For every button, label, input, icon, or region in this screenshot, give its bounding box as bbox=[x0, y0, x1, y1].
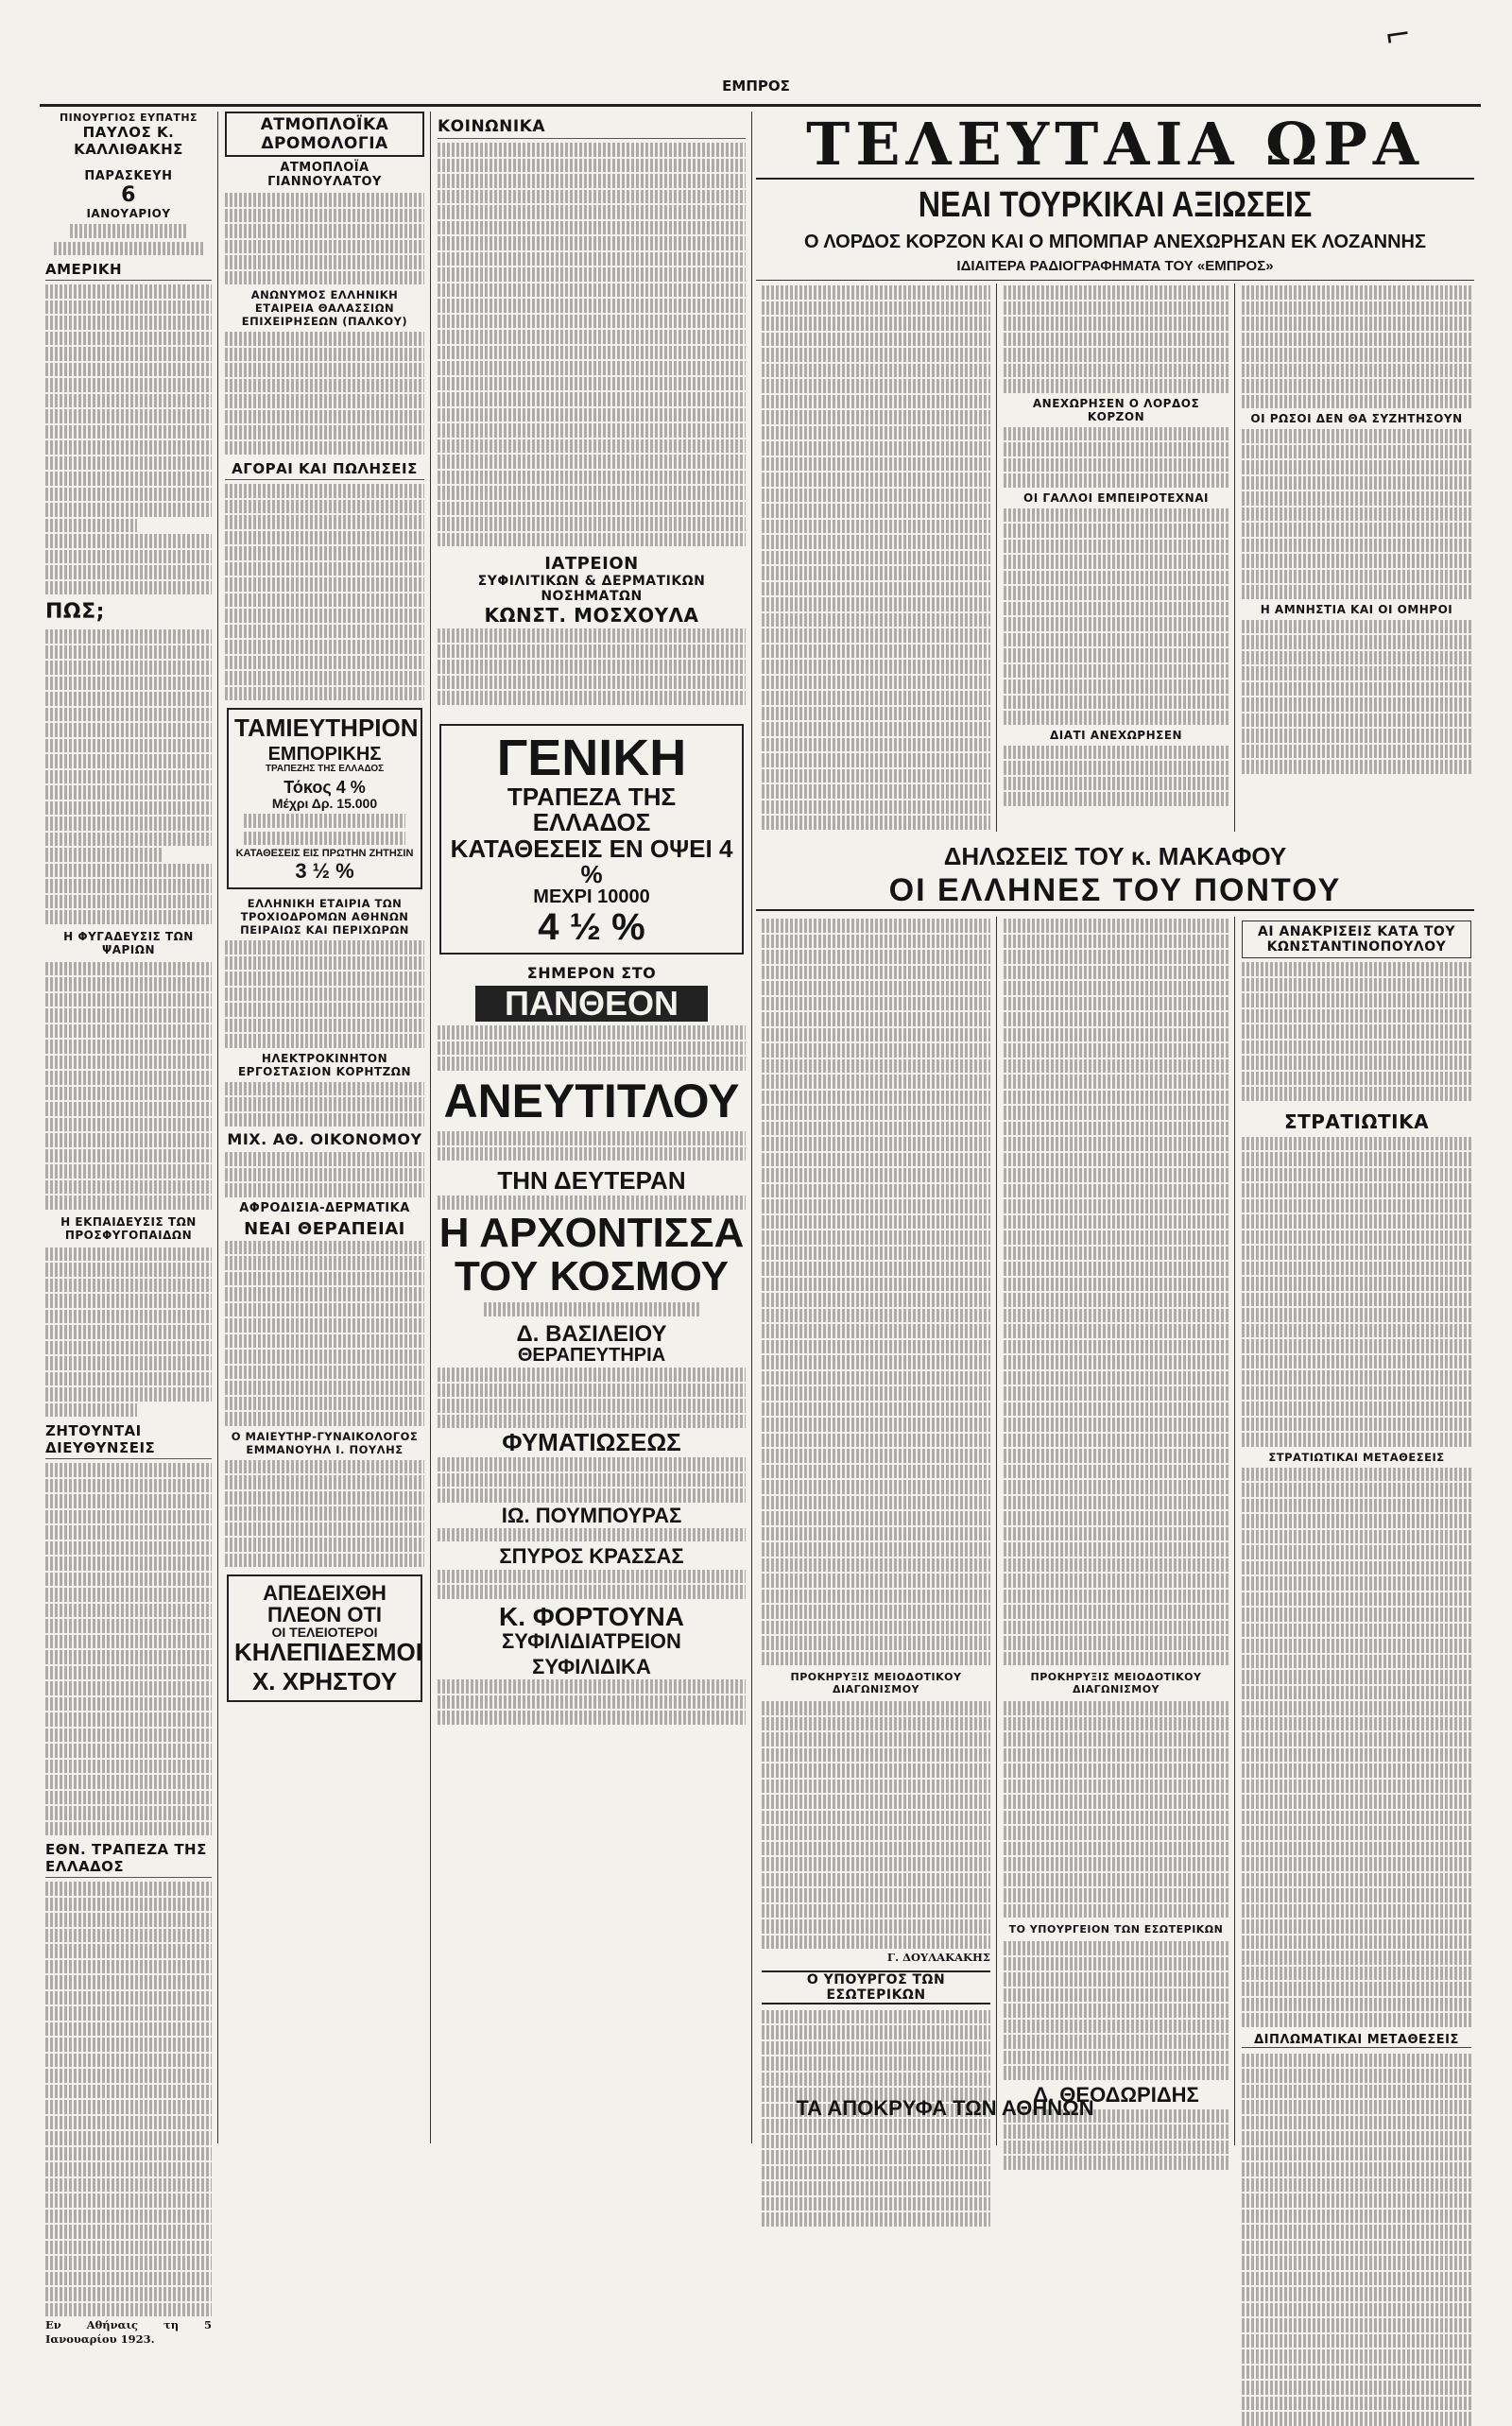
therapeutiria: ΘΕΡΑΠΕΥΤΗΡΙΑ bbox=[517, 1345, 666, 1367]
weekday: ΠΑΡΑΣΚΕΥΗ bbox=[84, 169, 173, 183]
running-head: ΕΜΠΡΟΣ bbox=[722, 77, 790, 95]
headline: ΝΕΑΙ ΤΟΥΡΚΙΚΑΙ ΑΞΙΩΣΕΙΣ bbox=[918, 185, 1313, 225]
banner-teleutaia-ora: ΤΕΛΕΥΤΑΙΑ ΩΡΑ bbox=[756, 112, 1474, 180]
column-3 bbox=[432, 112, 751, 2143]
ad-klepsydres: ΑΠΕΔΕΙΧΘΗ ΠΛΕΟΝ ΟΤΙ ΟΙ ΤΕΛΕΙΟΤΕΡΟΙ ΚΗΛΕΠΙΔΕΣΜΟΙ Χ. ΧΡΗΣΤΟΥ bbox=[227, 1574, 422, 1702]
heading-poulis: Ο ΜΑΙΕΥΤΗΡ-ΓΥΝΑΙΚΟΛΟΓΟΣ ΕΜΜΑΝΟΥΗΛ Ι. ΠΟΥΛΗΣ bbox=[231, 1429, 419, 1456]
heading-neai-therapeiai: ΝΕΑΙ ΘΕΡΑΠΕΙΑΙ bbox=[244, 1218, 405, 1239]
section-ameriki: ΑΜΕΡΙΚΗ bbox=[45, 261, 212, 281]
subhead-ekpaideusis: Η ΕΚΠΑΙΔΕΥΣΙΣ ΤΩΝ ΠΡΟΣΦΥΓΟΠΑΙΔΩΝ bbox=[60, 1214, 197, 1242]
subheadline: Ο ΛΟΡΔΟΣ ΚΟΡΖΟΝ ΚΑΙ Ο ΜΠΟΜΠΑΡ ΑΝΕΧΩΡΗΣΑΝ ΕΚ ΛΟΖΑΝΝΗΣ bbox=[804, 232, 1426, 252]
corner-mark-icon: ⌐ bbox=[1382, 15, 1415, 57]
theodoridis: Δ. ΘΕΟΔΩΡΙΔΗΣ bbox=[1033, 2082, 1199, 2107]
sec-galloi: ΟΙ ΓΑΛΛΟΙ ΕΜΠΕΙΡΟΤΕΧΝΑΙ bbox=[1023, 490, 1209, 505]
lower-col-3 bbox=[1236, 917, 1477, 2145]
sec-ypourgeion: ΤΟ ΥΠΟΥΡΓΕΙΟΝ ΤΩΝ ΕΣΩΤΕΡΙΚΩΝ bbox=[1008, 1923, 1224, 1936]
main-col-2 bbox=[998, 284, 1234, 832]
month: ΙΑΝΟΥΑΡΙΟΥ bbox=[86, 207, 171, 220]
makafo-line-2: ΟΙ ΕΛΛΗΝΕΣ ΤΟΥ ΠΟΝΤΟΥ bbox=[756, 871, 1474, 911]
column-1 bbox=[40, 112, 217, 2346]
column-2 bbox=[219, 112, 430, 2143]
vasileiou: Δ. ΒΑΣΙΛΕΙΟΥ bbox=[516, 1320, 667, 1347]
sec-diplomatikai: ΔΙΠΛΩΜΑΤΙΚΑΙ ΜΕΤΑΘΕΣΕΙΣ bbox=[1242, 2033, 1471, 2048]
section-ethniki-trapeza: ΕΘΝ. ΤΡΑΠΕΖΑ ΤΗΣ ΕΛΛΑΔΟΣ bbox=[45, 1841, 212, 1878]
main-col-3 bbox=[1236, 284, 1477, 832]
signature: Γ. ΔΟΥΛΑΚΑΚΗΣ bbox=[886, 1951, 990, 1964]
architissa: Η ΑΡΧΟΝΤΙΣΣΑ ΤΟΥ ΚΟΣΜΟΥ bbox=[438, 1209, 745, 1300]
spyros-krassas: ΣΠΥΡΟΣ ΚΡΑΣΣΑΣ bbox=[499, 1544, 684, 1569]
makafo-header bbox=[756, 841, 1474, 911]
heading-iatreion: ΙΑΤΡΕΙΟΝ bbox=[544, 554, 639, 574]
heading-trochiodromon: ΕΛΛΗΝΙΚΗ ΕΤΑΙΡΙΑ ΤΩΝ ΤΡΟΧΙΟΔΡΟΜΩΝ ΑΘΗΝΩΝ ΠΕΙΡΑΙΩΣ ΚΑΙ ΠΕΡΙΧΩΡΩΝ bbox=[240, 897, 409, 938]
heading-atmoploika: ΑΤΜΟΠΛΟΪΚΑ ΔΡΟΜΟΛΟΓΙΑ bbox=[225, 112, 424, 157]
makafo-line-1: ΔΗΛΩΣΕΙΣ ΤΟΥ κ. ΜΑΚΑΦΟΥ bbox=[943, 842, 1287, 870]
column-divider bbox=[751, 112, 752, 2143]
sec-anakriseis: ΑΙ ΑΝΑΚΡΙΣΕΙΣ ΚΑΤΑ ΤΟΥ ΚΩΝΣΤΑΝΤΙΝΟΠΟΥΛΟΥ bbox=[1242, 921, 1471, 958]
sec-prokiryxis-2: ΠΡΟΚΗΡΥΞΙΣ ΜΕΙΟΔΟΤΙΚΟΥ ΔΙΑΓΩΝΙΣΜΟΥ bbox=[1030, 1671, 1202, 1695]
sec-diati: ΔΙΑΤΙ ΑΝΕΧΩΡΗΣΕΝ bbox=[1049, 728, 1183, 742]
aneytitlou: ΑΝΕΥΤΙΤΛΟΥ bbox=[443, 1074, 740, 1127]
pantheon-banner: ΠΑΝΘΕΟΝ bbox=[475, 986, 708, 1022]
sec-metatheseis: ΣΤΡΑΤΙΩΤΙΚΑΙ ΜΕΤΑΘΕΣΕΙΣ bbox=[1268, 1450, 1445, 1464]
heading-moschoula: ΚΩΝΣΤ. ΜΟΣΧΟΥΛΑ bbox=[484, 604, 699, 627]
sec-stratiotika: ΣΤΡΑΤΙΩΤΙΚΑ bbox=[1283, 1110, 1430, 1133]
fortouna: Κ. ΦΟΡΤΟΥΝΑ bbox=[499, 1601, 684, 1631]
main-col-1 bbox=[756, 284, 996, 832]
sec-ypourgos: Ο ΥΠΟΥΡΓΟΣ ΤΩΝ ΕΣΩΤΕΡΙΚΩΝ bbox=[762, 1970, 990, 2004]
heading-agorai: ΑΓΟΡΑΙ ΚΑΙ ΠΩΛΗΣΕΙΣ bbox=[225, 460, 424, 480]
heading-korhtzon: ΗΛΕΚΤΡΟΚΙΝΗΤΟΝ ΕΡΓΟΣΤΑΣΙΟΝ ΚΟΡΗΤΖΩΝ bbox=[237, 1051, 412, 1078]
subhead-fygadeusis: Η ΦΥΓΑΔΕΥΣΙΣ ΤΩΝ ΨΑΡΙΩΝ bbox=[63, 929, 194, 956]
lower-col-1 bbox=[756, 917, 996, 2089]
masthead-name: ΠΑΥΛΟΣ Κ. ΚΑΛΛΙΘΑΚΗΣ bbox=[74, 124, 183, 158]
closing-date: Εν Αθήναις τη 5 Ιανουαρίου 1923. bbox=[45, 2318, 212, 2346]
section-pos: ΠΩΣ; bbox=[45, 600, 105, 624]
sec-rosoi: ΟΙ ΡΩΣΟΙ ΔΕΝ ΘΑ ΣΥΖΗΤΗΣΟΥΝ bbox=[1250, 412, 1463, 425]
date-number: 6 bbox=[121, 183, 136, 207]
top-rule bbox=[40, 104, 1481, 107]
apokrifa-ad: ΤΑ ΑΠΟΚΡΥΦΑ ΤΩΝ ΑΘΗΝΩΝ bbox=[796, 2096, 1094, 2120]
ad-tamieuterion: ΤΑΜΙΕΥΤΗΡΙΟΝ ΕΜΠΟΡΙΚΗΣ ΤΡΑΠΕΖΗΣ ΤΗΣ ΕΛΛΑΔΟΣ Τόκος 4 % Μέχρι Δρ. 15.000 ΚΑΤΑΘΕΣΕΙΣ ΕΙΣ ΠΡΩΤΗΝ ΖΗΤΗΣΙΝ 3 ½ % bbox=[227, 708, 422, 889]
column-divider bbox=[217, 112, 218, 2143]
syfilidiatreion: ΣΥΦΙΛΙΔΙΑΤΡΕΙΟΝ bbox=[502, 1628, 681, 1653]
section-diefthinseis: ΖΗΤΟΥΝΤΑΙ ΔΙΕΥΘΥΝΣΕΙΣ bbox=[45, 1422, 212, 1459]
lower-col-2 bbox=[998, 917, 1234, 2107]
masthead-top: ΠΙΝΟΥΡΓΙΟΣ ΕΥΠΑΤΗΣ bbox=[59, 112, 198, 124]
ad-geniki-trapeza: ΓΕΝΙΚΗ ΤΡΑΠΕΖΑ ΤΗΣ ΕΛΛΑΔΟΣ ΚΑΤΑΘΕΣΕΙΣ ΕΝ ΟΨΕΙ 4 % ΜΕΧΡΙ 10000 4 ½ % bbox=[439, 724, 744, 955]
sec-prokiryxis-1: ΠΡΟΚΗΡΥΞΙΣ ΜΕΙΟΔΟΤΙΚΟΥ ΔΙΑΓΩΝΙΣΜΟΥ bbox=[790, 1671, 962, 1695]
heading-palkou: ΑΝΩΝΥΜΟΣ ΕΛΛΗΝΙΚΗ ΕΤΑΙΡΕΙΑ ΘΑΛΑΣΣΙΩΝ ΕΠΙΧΕΙΡΗΣΕΩΝ (ΠΑΛΚΟΥ) bbox=[241, 288, 408, 328]
heading-afrodisia: ΑΦΡΟΔΙΣΙΑ-ΔΕΡΜΑΤΙΚΑ bbox=[239, 1200, 410, 1215]
fymatioseos: ΦΥΜΑΤΙΩΣΕΩΣ bbox=[502, 1428, 681, 1457]
heading-syfilitikon: ΣΥΦΙΛΙΤΙΚΩΝ & ΔΕΡΜΑΤΙΚΩΝ ΝΟΣΗΜΑΤΩΝ bbox=[477, 574, 706, 604]
heading-oikonomou: ΜΙΧ. ΑΘ. ΟΙΚΟΝΟΜΟΥ bbox=[227, 1130, 422, 1149]
poumpouras: ΙΩ. ΠΟΥΜΠΟΥΡΑΣ bbox=[501, 1503, 682, 1527]
sec-amnistia: Η ΑΜΝΗΣΤΙΑ ΚΑΙ ΟΙ ΟΜΗΡΟΙ bbox=[1260, 602, 1453, 616]
tin-deuteran: ΤΗΝ ΔΕΥΤΕΡΑΝ bbox=[497, 1166, 686, 1196]
kicker: ΙΔΙΑΙΤΕΡΑ ΡΑΔΙΟΓΡΑΦΗΜΑΤΑ ΤΟΥ «ΕΜΠΡΟΣ» bbox=[756, 257, 1474, 281]
simeron-sto: ΣΗΜΕΡΟΝ ΣΤΟ bbox=[526, 964, 657, 983]
sec-korzon: ΑΝΕΧΩΡΗΣΕΝ Ο ΛΟΡΔΟΣ ΚΟΡΖΟΝ bbox=[1032, 396, 1200, 423]
heading-giannoulatou: ΑΤΜΟΠΛΟΪΑ ΓΙΑΝΝΟΥΛΑΤΟΥ bbox=[267, 161, 382, 189]
column-divider bbox=[430, 112, 431, 2143]
heading-koinonika: ΚΟΙΝΩΝΙΚΑ bbox=[438, 117, 746, 139]
syfilidika: ΣΥΦΙΛΙΔΙΚΑ bbox=[532, 1655, 651, 1678]
